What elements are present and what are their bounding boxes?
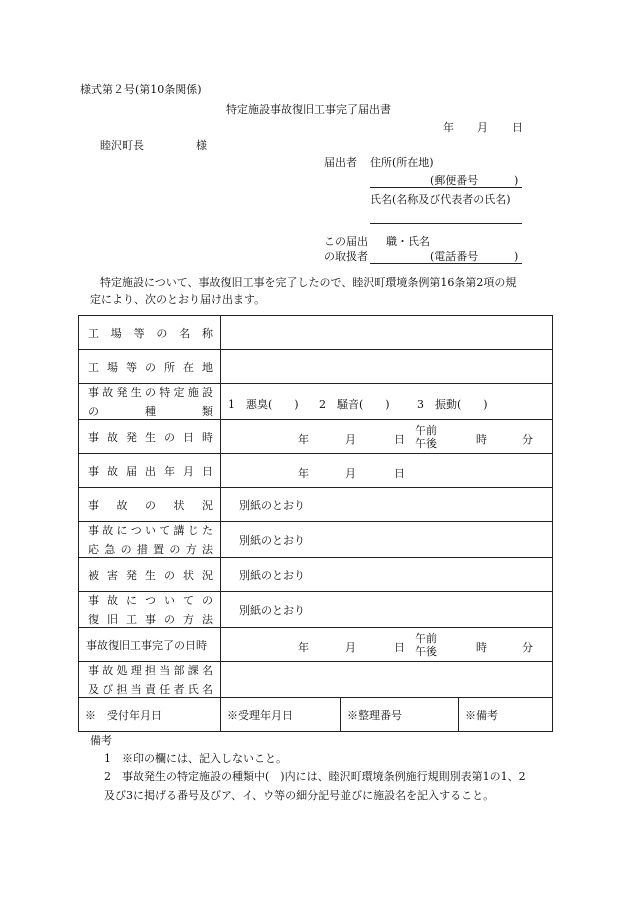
date-day-label: 日 (512, 121, 523, 134)
label-text-line2: 復 旧 工 事 の 方 法 (88, 613, 213, 626)
date-year-label: 年 (443, 121, 454, 134)
office-remarks (459, 698, 553, 732)
name-label: 氏名(名称及び代表者の氏名) (370, 193, 511, 206)
label-text: 事 故 発 生 の 日 時 (88, 430, 213, 444)
see-attached-text: 別紙のとおり (239, 533, 305, 547)
day-label: 日 (394, 641, 405, 654)
label-facility-type (79, 384, 221, 420)
minute-label: 分 (522, 641, 533, 654)
year-label: 年 (298, 433, 309, 446)
postal-paren: ) (514, 174, 519, 187)
label-completion-datetime (79, 628, 221, 662)
field-damage-status[interactable] (221, 558, 553, 592)
date-month-label: 月 (477, 121, 488, 134)
phone-paren: ) (514, 250, 519, 263)
label-restoration-method (79, 592, 221, 628)
row-factory-name (79, 316, 553, 350)
year-label: 年 (298, 641, 309, 654)
field-completion-datetime[interactable] (221, 628, 553, 662)
day-label: 日 (394, 467, 405, 480)
intro-line-2: 定により、次のとおり届け出ます。 (90, 293, 266, 306)
label-text: 事故復旧工事完了の日時 (86, 638, 207, 652)
label-text-line1: 事 故 に つ い て 講 じ た (88, 524, 213, 537)
note-2-continued: 及び3に掲げる番号及びア、イ、ウ等の細分記号並びに施設名を記入すること。 (104, 789, 495, 802)
day-label: 日 (394, 433, 405, 446)
office-receipt-date-label: ※ 受付年月日 (85, 708, 162, 722)
see-attached-text: 別紙のとおり (239, 498, 305, 512)
row-factory-address (79, 350, 553, 384)
notification-table (78, 315, 553, 732)
field-responsible-person[interactable] (221, 662, 553, 698)
label-text-line1: 事 故 発 生 の 特 定 施 設 (88, 386, 213, 399)
label-factory-name (79, 316, 221, 350)
facility-type-vibration: 3 振動( ) (417, 398, 488, 411)
row-report-date (79, 454, 553, 488)
intro-line-1: 特定施設について、事故復旧工事を完了したので、睦沢町環境条例第16条第2項の規 (100, 276, 517, 289)
field-factory-address[interactable] (221, 350, 553, 384)
label-emergency-measures (79, 522, 221, 558)
field-facility-type[interactable] (221, 384, 553, 420)
minute-label: 分 (522, 433, 533, 446)
office-reference-number-label: ※整理番号 (347, 708, 402, 722)
am-label: 午前 (415, 424, 437, 437)
row-accident-datetime (79, 420, 553, 454)
am-label: 午前 (415, 632, 437, 645)
pm-label: 午後 (415, 645, 437, 658)
label-text: 工 場 等 の 所 在 地 (88, 360, 213, 374)
field-emergency-measures[interactable] (221, 522, 553, 558)
row-accident-status (79, 488, 553, 522)
row-emergency-measures (79, 522, 553, 558)
row-responsible-person (79, 662, 553, 698)
label-text-line2: の 種 類 (88, 405, 213, 418)
label-text: 被 害 発 生 の 状 況 (88, 568, 213, 582)
label-accident-status (79, 488, 221, 522)
contact-label-line2: の取扱者 (324, 250, 368, 263)
office-acceptance-date (221, 698, 341, 732)
contact-title-label: 職・氏名 (386, 235, 430, 248)
month-label: 月 (345, 467, 356, 480)
office-acceptance-date-label: ※受理年月日 (227, 708, 293, 722)
address-label: 住所(所在地) (370, 156, 434, 169)
label-text: 事 故 届 出 年 月 日 (88, 464, 213, 478)
row-completion-datetime (79, 628, 553, 662)
hour-label: 時 (476, 641, 487, 654)
label-factory-address (79, 350, 221, 384)
facility-type-odor: 1 悪臭( ) (228, 398, 299, 411)
label-text-line1: 事 故 処 理 担 当 部 課 名 (88, 664, 213, 677)
month-label: 月 (345, 433, 356, 446)
form-number: 様式第２号(第10条関係) (80, 83, 202, 96)
row-restoration-method (79, 592, 553, 628)
label-responsible-person (79, 662, 221, 698)
label-accident-datetime (79, 420, 221, 454)
row-office-use (79, 698, 553, 732)
field-accident-datetime[interactable] (221, 420, 553, 454)
label-report-date (79, 454, 221, 488)
field-restoration-method[interactable] (221, 592, 553, 628)
see-attached-text: 別紙のとおり (239, 603, 305, 617)
month-label: 月 (345, 641, 356, 654)
contact-underline (370, 263, 522, 264)
addressee: 睦沢町長 (100, 139, 144, 152)
office-reference-number (341, 698, 459, 732)
contact-label-line1: この届出 (324, 235, 368, 248)
year-label: 年 (298, 467, 309, 480)
applicant-label: 届出者 (324, 156, 357, 169)
label-text: 事 故 の 状 況 (88, 498, 213, 512)
field-report-date[interactable] (221, 454, 553, 488)
honorific: 様 (196, 139, 207, 152)
field-factory-name[interactable] (221, 316, 553, 350)
label-text-line1: 事 故 に つ い て の (88, 594, 213, 607)
notes-heading: 備考 (90, 734, 112, 747)
see-attached-text: 別紙のとおり (239, 568, 305, 582)
postal-code-label: (郵便番号 (430, 174, 479, 187)
label-damage-status (79, 558, 221, 592)
facility-type-noise: 2 騒音( ) (319, 398, 390, 411)
office-receipt-date (79, 698, 221, 732)
note-1: 1 ※印の欄には、記入しないこと。 (104, 752, 287, 765)
form-title: 特定施設事故復旧工事完了届出書 (226, 103, 391, 116)
phone-label: (電話番号 (430, 250, 479, 263)
name-underline (370, 223, 522, 224)
label-text-line2: 応 急 の 措 置 の 方 法 (88, 543, 213, 556)
field-accident-status[interactable] (221, 488, 553, 522)
address-underline (370, 187, 522, 188)
row-damage-status (79, 558, 553, 592)
label-text: 工 場 等 の 名 称 (88, 326, 213, 340)
pm-label: 午後 (415, 437, 437, 450)
hour-label: 時 (476, 433, 487, 446)
office-remarks-label: ※備考 (465, 708, 498, 722)
note-2: 2 事故発生の特定施設の種類中( )内には、睦沢町環境条例施行規則別表第1の1、2 (104, 770, 526, 783)
row-facility-type (79, 384, 553, 420)
label-text-line2: 及 び 担 当 責 任 者 氏 名 (88, 683, 213, 696)
